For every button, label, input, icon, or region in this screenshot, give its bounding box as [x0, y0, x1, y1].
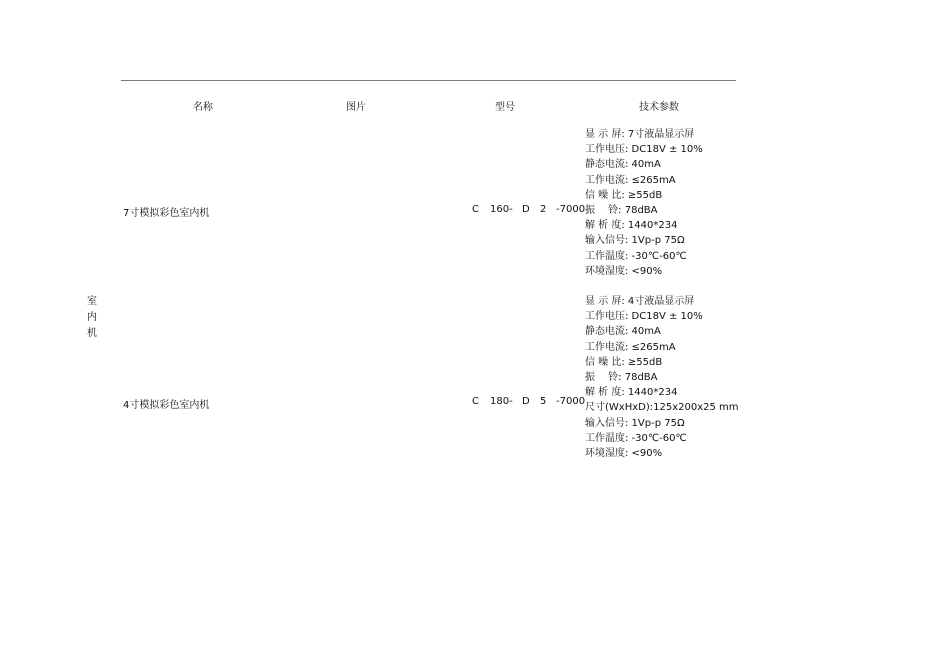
category-label: [86, 294, 98, 342]
category-char: 机: [87, 328, 97, 339]
table-top-rule: [121, 80, 736, 81]
spec-line: 工作电压: DC18V ± 10%: [585, 311, 703, 323]
spec-line: 输入信号: 1Vp-p 75Ω: [585, 417, 685, 429]
spec-line: 静态电流: 40mA: [585, 326, 661, 338]
spec-line: 工作电压: DC18V ± 10%: [585, 144, 703, 156]
row-1-model: [472, 204, 585, 215]
spec-line: 显 示 屏: 7寸液晶显示屏: [585, 129, 695, 140]
spec-line: 输入信号: 1Vp-p 75Ω: [585, 235, 685, 247]
spec-line: 尺寸(WxHxD):125x200x25 mm: [585, 402, 739, 414]
model-part: -7000: [556, 396, 586, 407]
category-char: 内: [87, 312, 97, 323]
spec-line: 环境湿度: <90%: [585, 265, 663, 277]
header-name: 名称: [193, 102, 213, 113]
spec-line: 解 析 度: 1440*234: [585, 220, 678, 232]
row-2-specs: [585, 294, 739, 461]
model-part: 2: [540, 204, 547, 215]
spec-line: 环境湿度: <90%: [585, 447, 663, 459]
row-1-name: 7寸模拟彩色室内机: [123, 208, 210, 219]
model-part: D: [522, 396, 530, 407]
model-part: -7000: [556, 204, 586, 215]
model-part: 5: [540, 396, 547, 407]
spec-line: 显 示 屏: 4寸液晶显示屏: [585, 296, 695, 307]
spec-line: 振 铃: 78dBA: [585, 204, 658, 216]
row-2-name: 4寸模拟彩色室内机: [123, 400, 210, 411]
header-image: 图片: [346, 102, 366, 113]
spec-line: 解 析 度: 1440*234: [585, 387, 678, 399]
spec-line: 工作温度: -30℃-60℃: [585, 250, 687, 262]
spec-line: 信 噪 比: ≥55dB: [585, 189, 663, 201]
spec-line: 振 铃: 78dBA: [585, 371, 658, 383]
spec-line: 工作温度: -30℃-60℃: [585, 432, 687, 444]
spec-line: 工作电流: ≤265mA: [585, 341, 676, 353]
model-part: 160-: [490, 204, 513, 215]
row-1-specs: [585, 127, 703, 279]
row-2-model: [472, 396, 585, 407]
model-part: C: [472, 204, 479, 215]
header-specs: 技术参数: [639, 102, 679, 113]
header-model: 型号: [495, 102, 515, 113]
category-char: 室: [87, 296, 97, 307]
spec-line: 工作电流: ≤265mA: [585, 174, 676, 186]
model-part: D: [522, 204, 530, 215]
model-part: C: [472, 396, 479, 407]
model-part: 180-: [490, 396, 513, 407]
spec-line: 静态电流: 40mA: [585, 159, 661, 171]
spec-line: 信 噪 比: ≥55dB: [585, 356, 663, 368]
